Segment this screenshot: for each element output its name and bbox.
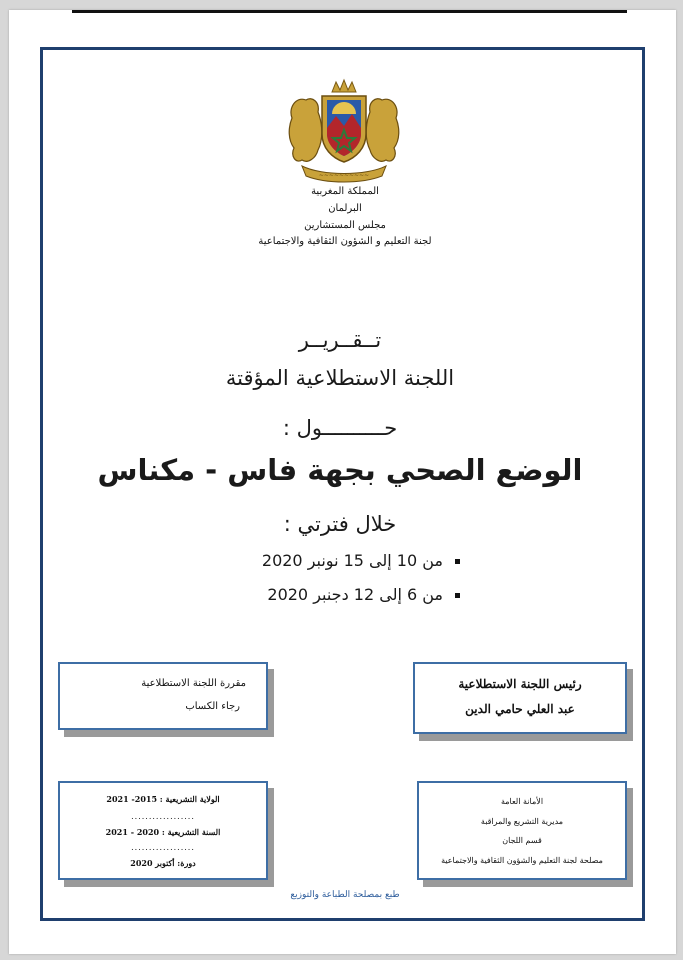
secretariat-box <box>417 781 627 880</box>
legislative-year: السنة التشريعية : 2020 - 2021 <box>105 827 221 837</box>
rapporteur-box <box>58 662 268 730</box>
rapporteur-title: مقررة اللجنة الاستطلاعية <box>141 678 246 689</box>
rapporteur-name: رجاء الكساب <box>185 701 240 712</box>
report-topic: الوضع الصحي بجهة فاس - مكناس <box>97 453 583 487</box>
about-label: حــــــــــول : <box>282 416 398 440</box>
council-label: مجلس المستشارين <box>304 220 386 231</box>
division-line: قسم اللجان <box>502 836 542 845</box>
bullet-icon <box>455 593 460 598</box>
periods-heading: خلال فترتي : <box>283 512 397 536</box>
president-title: رئيس اللجنة الاستطلاعية <box>458 677 582 691</box>
report-title: تــقــريــر <box>298 328 382 352</box>
directorate-line: مديرية التشريع والمراقبة <box>480 817 564 826</box>
period-text: من 6 إلى 12 دجنبر 2020 <box>267 585 443 604</box>
separator-dots: .................. <box>131 812 195 821</box>
president-name: عبد العلي حامي الدين <box>465 702 575 716</box>
top-edge-line <box>72 10 627 13</box>
kingdom-label: المملكة المغربية <box>311 186 379 197</box>
secretariat-line: الأمانة العامة <box>500 797 544 806</box>
legislative-session: دورة: أكتوبر 2020 <box>130 858 196 868</box>
period-item <box>170 551 460 570</box>
legislative-term: الولاية التشريعية : 2015- 2021 <box>106 794 220 804</box>
legislature-box <box>58 781 268 880</box>
bullet-icon <box>455 559 460 564</box>
service-line: مصلحة لجنة التعليم والشؤون الثقافية والاجتماعية <box>441 856 603 865</box>
separator-dots: .................. <box>131 843 195 852</box>
committee-name: اللجنة الاستطلاعية المؤقتة <box>225 366 455 390</box>
printing-note: طبع بمصلحة الطباعة والتوزيع <box>290 890 400 900</box>
svg-text:~~~~~~~~~~: ~~~~~~~~~~ <box>318 172 370 179</box>
period-text: من 10 إلى 15 نونبر 2020 <box>261 551 443 570</box>
period-item <box>170 585 460 604</box>
committee-header-label: لجنة التعليم و الشؤون الثقافية والاجتماعية <box>258 236 432 247</box>
moroccan-coat-of-arms-icon <box>282 78 406 184</box>
president-box <box>413 662 627 734</box>
parliament-label: البرلمان <box>328 203 362 214</box>
